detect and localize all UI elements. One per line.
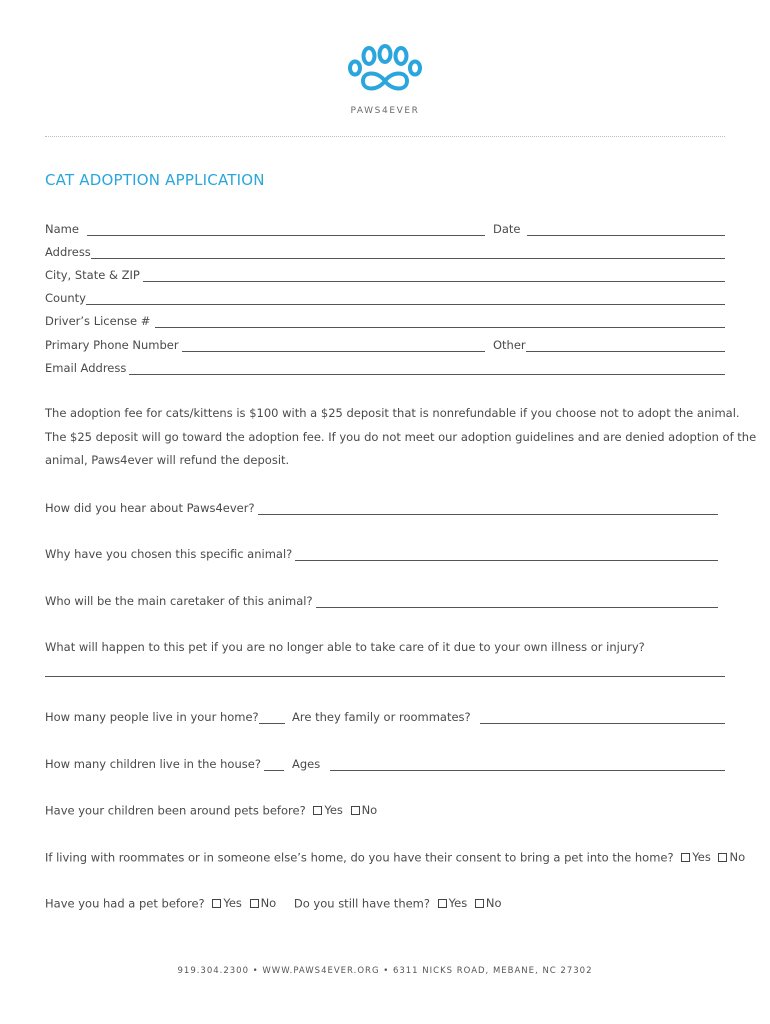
people-home-input-line[interactable] xyxy=(259,712,285,724)
email-label: Email Address xyxy=(45,361,127,375)
still-have-yes[interactable]: Yes xyxy=(438,896,468,910)
checkbox-icon[interactable] xyxy=(681,853,690,862)
hear-about-input-line[interactable] xyxy=(258,503,718,515)
fee-paragraph xyxy=(45,402,757,473)
drivers-license-label: Driver’s License # xyxy=(45,314,151,328)
consent-no[interactable]: No xyxy=(718,850,745,864)
name-label: Name xyxy=(45,222,79,236)
city-state-zip-field[interactable] xyxy=(45,266,725,282)
had-pet-no[interactable]: No xyxy=(250,896,277,910)
drivers-license-input-line[interactable] xyxy=(155,316,725,328)
county-input-line[interactable] xyxy=(86,293,725,305)
fee-line-1: The adoption fee for cats/kittens is $100 with a $25 deposit that is nonrefundable if you choose not to adopt the animal. xyxy=(45,406,740,420)
primary-phone-input-line[interactable] xyxy=(182,340,485,352)
date-field[interactable] xyxy=(493,220,725,236)
checkbox-icon[interactable] xyxy=(475,899,484,908)
name-input-line[interactable] xyxy=(87,224,485,236)
checkbox-icon[interactable] xyxy=(438,899,447,908)
children-pets-question: Have your children been around pets before? xyxy=(45,803,306,818)
had-pet-yes[interactable]: Yes xyxy=(212,896,242,910)
paws4ever-logo xyxy=(335,44,435,118)
people-home-label: How many people live in your home? xyxy=(45,710,259,724)
checkbox-icon[interactable] xyxy=(351,806,360,815)
caretaker-field[interactable] xyxy=(45,592,718,608)
name-field[interactable] xyxy=(45,220,485,236)
children-house-label: How many children live in the house? xyxy=(45,757,261,771)
date-label: Date xyxy=(493,222,521,236)
email-field[interactable] xyxy=(45,359,725,375)
had-pet-row xyxy=(45,896,506,911)
hear-about-label: How did you hear about Paws4ever? xyxy=(45,501,255,515)
fee-line-2: The $25 deposit will go toward the adoption fee. If you do not meet our adoption guidelines and are denied adoption of the xyxy=(45,429,757,444)
footer-contact: 919.304.2300 • WWW.PAWS4EVER.ORG • 6311 NICKS ROAD, MEBANE, NC 27302 xyxy=(177,966,593,976)
header-divider xyxy=(45,136,725,137)
children-house-input-line[interactable] xyxy=(264,759,284,771)
address-input-line[interactable] xyxy=(91,247,725,259)
date-input-line[interactable] xyxy=(527,224,726,236)
other-phone-label: Other xyxy=(493,338,526,352)
checkbox-icon[interactable] xyxy=(718,853,727,862)
page-title: CAT ADOPTION APPLICATION xyxy=(45,171,265,189)
email-input-line[interactable] xyxy=(129,363,725,375)
address-label: Address xyxy=(45,245,91,259)
paw-infinity-icon xyxy=(347,44,423,102)
county-label: County xyxy=(45,291,86,305)
brand-name: PAWS4EVER xyxy=(350,106,420,116)
hear-about-field[interactable] xyxy=(45,499,718,515)
family-roommates-field[interactable] xyxy=(292,708,725,724)
fee-line-3: animal, Paws4ever will refund the deposit. xyxy=(45,453,290,467)
address-field[interactable] xyxy=(45,243,725,259)
primary-phone-label: Primary Phone Number xyxy=(45,338,179,352)
city-state-zip-input-line[interactable] xyxy=(143,270,725,282)
drivers-license-field[interactable] xyxy=(45,312,725,328)
still-have-no[interactable]: No xyxy=(475,896,502,910)
ages-input-line[interactable] xyxy=(330,759,725,771)
children-house-field[interactable] xyxy=(45,755,284,771)
caretaker-label: Who will be the main caretaker of this animal? xyxy=(45,594,313,608)
ages-label: Ages xyxy=(292,757,321,771)
ages-field[interactable] xyxy=(292,755,725,771)
city-state-zip-label: City, State & ZIP xyxy=(45,268,140,282)
family-roommates-input-line[interactable] xyxy=(480,712,725,724)
illness-input-line[interactable] xyxy=(45,676,725,677)
checkbox-icon[interactable] xyxy=(250,899,259,908)
primary-phone-field[interactable] xyxy=(45,336,485,352)
had-pet-question: Have you had a pet before? xyxy=(45,896,205,911)
caretaker-input-line[interactable] xyxy=(316,596,718,608)
consent-row xyxy=(45,850,749,865)
still-have-question: Do you still have them? xyxy=(293,896,430,911)
why-animal-field[interactable] xyxy=(45,545,718,561)
consent-yes[interactable]: Yes xyxy=(681,850,711,864)
family-roommates-label: Are they family or roommates? xyxy=(292,710,471,724)
children-pets-no[interactable]: No xyxy=(351,803,378,817)
checkbox-icon[interactable] xyxy=(212,899,221,908)
consent-question: If living with roommates or in someone else’s home, do you have their consent to bring a pet into the home? xyxy=(45,850,674,865)
county-field[interactable] xyxy=(45,289,725,305)
checkbox-icon[interactable] xyxy=(313,806,322,815)
people-home-field[interactable] xyxy=(45,708,285,724)
other-phone-input-line[interactable] xyxy=(526,340,725,352)
children-pets-yes[interactable]: Yes xyxy=(313,803,343,817)
other-phone-field[interactable] xyxy=(493,336,725,352)
why-animal-label: Why have you chosen this specific animal? xyxy=(45,547,293,561)
why-animal-input-line[interactable] xyxy=(295,549,718,561)
children-pets-row xyxy=(45,803,381,818)
illness-question: What will happen to this pet if you are no longer able to take care of it due to your own illness or injury? xyxy=(45,640,645,654)
